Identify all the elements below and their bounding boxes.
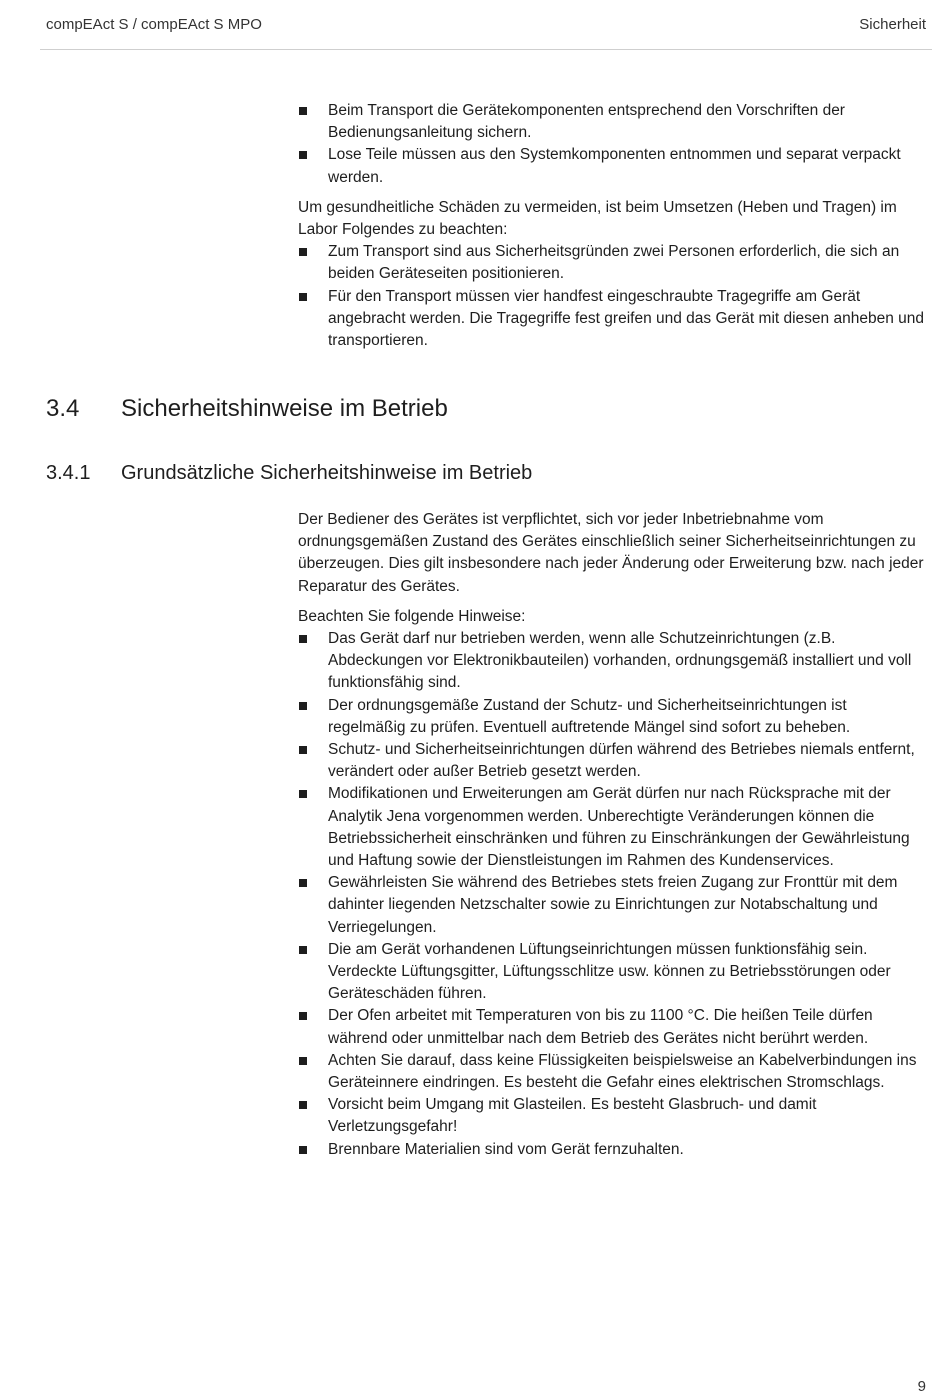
list-item: Die am Gerät vorhandenen Lüftungseinrichtungen müssen funktionsfähig sein. Verdeckte Lüftungsgitter, Lüftungsschlitze usw. können zu Betriebsstörungen oder Geräteschäden führen. (298, 939, 928, 1006)
bullet-square-icon (299, 1057, 307, 1065)
section-heading-3-4-1 (46, 462, 532, 485)
list-item: Das Gerät darf nur betrieben werden, wenn alle Schutzeinrichtungen (z.B. Abdeckungen vor Elektronikbauteilen) vorhanden, ordnungsgemäß installiert und voll funktionsfähig sind. (298, 628, 928, 695)
page-number: 9 (917, 1378, 926, 1395)
list-item: Schutz- und Sicherheitseinrichtungen dürfen während des Betriebes niemals entfernt, verändert oder außer Betrieb gesetzt werden. (298, 739, 928, 783)
transport-block (298, 100, 928, 352)
list-item: Für den Transport müssen vier handfest eingeschraubte Tragegriffe am Gerät angebracht werden. Die Tragegriffe fest greifen und das Gerät mit diesen anheben und transportieren. (298, 286, 928, 353)
bullet-square-icon (299, 107, 307, 115)
list-item: Gewährleisten Sie während des Betriebes stets freien Zugang zur Fronttür mit dem dahinter liegenden Netzschalter sowie zu Einrichtungen zur Notabschaltung und Verriegelungen. (298, 872, 928, 939)
bullet-square-icon (299, 1101, 307, 1109)
running-header-chapter: Sicherheit (859, 16, 926, 33)
header-divider (40, 49, 932, 50)
bullet-square-icon (299, 1012, 307, 1020)
bullet-square-icon (299, 248, 307, 256)
bullet-square-icon (299, 1146, 307, 1154)
bullet-square-icon (299, 151, 307, 159)
section-title: Grundsätzliche Sicherheitshinweise im Betrieb (121, 462, 533, 484)
section-number: 3.4.1 (46, 462, 91, 484)
list-item: Achten Sie darauf, dass keine Flüssigkeiten beispielsweise an Kabelverbindungen ins Geräteinnere eindringen. Es besteht die Gefahr eines elektrischen Stromschlags. (298, 1050, 928, 1094)
list-item: Zum Transport sind aus Sicherheitsgründen zwei Personen erforderlich, die sich an beiden Geräteseiten positionieren. (298, 241, 928, 285)
safety-bullet-list (298, 628, 928, 1161)
bullet-square-icon (299, 293, 307, 301)
transport-bullet-list (298, 100, 928, 189)
running-header-product: compEAct S / compEAct S MPO (46, 16, 262, 33)
list-item: Lose Teile müssen aus den Systemkomponenten entnommen und separat verpackt werden. (298, 144, 928, 188)
bullet-square-icon (299, 946, 307, 954)
bullet-square-icon (299, 702, 307, 710)
section-title: Sicherheitshinweise im Betrieb (121, 395, 448, 422)
operator-intro-paragraph: Der Bediener des Gerätes ist verpflichtet, sich vor jeder Inbetriebnahme vom ordnungsgemäßen Zustand des Gerätes einschließlich seiner Sicherheitseinrichtungen zu überzeugen. Dies gilt insbesondere nach jeder Änderung oder Erweiterung bzw. nach jeder Reparatur des Gerätes. (298, 511, 924, 595)
list-item: Brennbare Materialien sind vom Gerät fernzuhalten. (298, 1139, 928, 1161)
lifting-intro-paragraph: Um gesundheitliche Schäden zu vermeiden, ist beim Umsetzen (Heben und Tragen) im Labor Folgendes zu beachten: (298, 198, 897, 239)
list-item: Der ordnungsgemäße Zustand der Schutz- und Sicherheitseinrichtungen ist regelmäßig zu prüfen. Eventuell auftretende Mängel sind sofort zu beheben. (298, 695, 928, 739)
list-item: Der Ofen arbeitet mit Temperaturen von bis zu 1100 °C. Die heißen Teile dürfen während oder unmittelbar nach dem Betrieb des Gerätes nicht berührt werden. (298, 1005, 928, 1049)
list-item: Beim Transport die Gerätekomponenten entsprechend den Vorschriften der Bedienungsanleitung sichern. (298, 100, 928, 144)
list-item: Modifikationen und Erweiterungen am Gerät dürfen nur nach Rücksprache mit der Analytik Jena vorgenommen werden. Unberechtigte Veränderungen können die Betriebssicherheit einschränken und führen zu Einschränkungen der Gewährleistung und Haftung sowie der Dienstleistungen im Rahmen des Kundenservices. (298, 783, 928, 872)
operation-safety-block (298, 509, 928, 1161)
notes-lead: Beachten Sie folgende Hinweise: (298, 607, 526, 625)
bullet-square-icon (299, 790, 307, 798)
bullet-square-icon (299, 635, 307, 643)
lifting-bullet-list (298, 241, 928, 352)
bullet-square-icon (299, 879, 307, 887)
list-item: Vorsicht beim Umgang mit Glasteilen. Es besteht Glasbruch- und damit Verletzungsgefahr! (298, 1094, 928, 1138)
section-number: 3.4 (46, 395, 80, 422)
section-heading-3-4 (46, 395, 448, 423)
bullet-square-icon (299, 746, 307, 754)
